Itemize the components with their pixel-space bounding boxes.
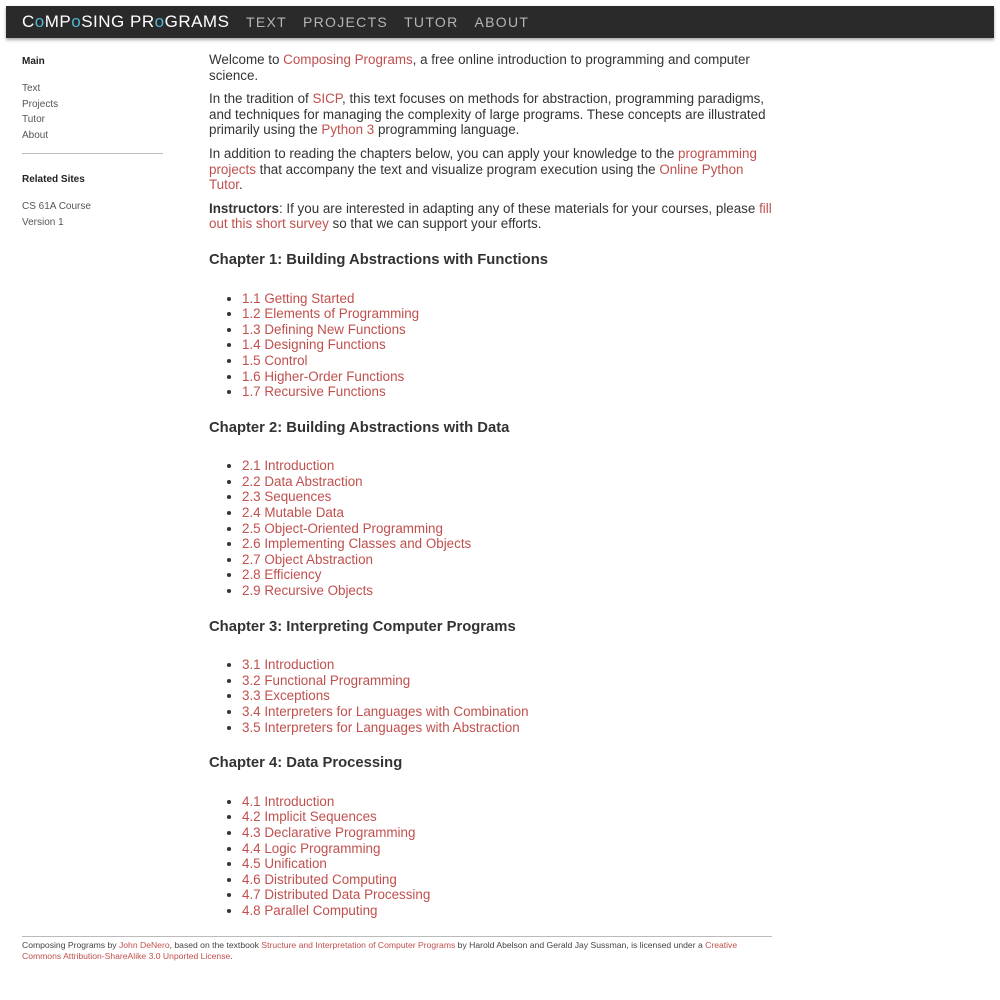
list-item: [242, 521, 779, 537]
license-link[interactable]: Creative Commons Attribution-ShareAlike 3.0 Unported License: [22, 940, 738, 962]
section-link[interactable]: 1.6 Higher-Order Functions: [242, 368, 405, 384]
section-link[interactable]: 2.4 Mutable Data: [242, 505, 344, 521]
john-denero-link[interactable]: John DeNero: [118, 940, 170, 950]
list-item: [242, 856, 779, 872]
python3-link[interactable]: Python 3: [321, 122, 375, 138]
section-link[interactable]: 1.7 Recursive Functions: [242, 384, 386, 400]
section-link[interactable]: 1.3 Defining New Functions: [242, 321, 406, 337]
list-item: [242, 720, 779, 736]
section-link[interactable]: 3.4 Interpreters for Languages with Combination: [242, 704, 529, 719]
text: .: [239, 177, 243, 193]
intro-paragraph-4: [209, 201, 779, 232]
list-item: [242, 536, 779, 552]
section-link[interactable]: 4.3 Declarative Programming: [242, 824, 416, 840]
list-item: [242, 657, 779, 673]
sidebar-divider: [22, 153, 163, 154]
section-link[interactable]: 2.9 Recursive Objects: [242, 583, 373, 599]
nav-text[interactable]: TEXT: [246, 14, 287, 30]
list-item: [242, 306, 779, 322]
footer: [22, 936, 772, 963]
list-item: [242, 353, 779, 369]
section-link[interactable]: 2.2 Data Abstraction: [242, 473, 363, 489]
list-item: [242, 291, 779, 307]
top-navbar: [6, 6, 994, 38]
list-item: [242, 552, 779, 568]
text: that accompany the text and visualize program execution using the: [255, 161, 660, 177]
sidebar-main-title: Main: [22, 56, 45, 67]
section-link[interactable]: 2.7 Object Abstraction: [242, 551, 374, 567]
section-link[interactable]: 4.7 Distributed Data Processing: [242, 887, 431, 903]
list-item: [242, 809, 779, 825]
list-item: [242, 688, 779, 704]
section-link[interactable]: 2.3 Sequences: [242, 489, 332, 505]
text: .: [230, 951, 233, 962]
survey-link[interactable]: fill out this short survey: [209, 200, 772, 232]
list-item: [242, 489, 779, 505]
section-link[interactable]: 3.3 Exceptions: [242, 688, 330, 704]
text: Welcome to: [209, 52, 284, 67]
sidebar-item-text[interactable]: Text: [22, 83, 41, 94]
sidebar-item-tutor[interactable]: Tutor: [22, 114, 45, 125]
brand-logo[interactable]: CoMPoSING PRoGRAMS: [22, 12, 230, 31]
chapter-1-title: Chapter 1: Building Abstractions with Functions: [209, 251, 548, 268]
text: , based on the textbook: [169, 940, 262, 950]
section-link[interactable]: 1.4 Designing Functions: [242, 337, 386, 353]
section-link[interactable]: 1.5 Control: [242, 352, 308, 368]
intro-paragraph-3: [209, 146, 779, 193]
sidebar-item-projects[interactable]: Projects: [22, 98, 59, 110]
section-link[interactable]: 4.4 Logic Programming: [242, 840, 381, 856]
list-item: [242, 794, 779, 810]
section-link[interactable]: 3.2 Functional Programming: [242, 672, 411, 688]
chapter-4-title: Chapter 4: Data Processing: [209, 755, 403, 772]
text: so that we can support your efforts.: [328, 216, 542, 232]
section-link[interactable]: 4.2 Implicit Sequences: [242, 809, 377, 825]
programming-projects-link[interactable]: programming projects: [209, 145, 757, 177]
sidebar-item-cs61a[interactable]: CS 61A Course: [22, 201, 91, 212]
list-item: [242, 369, 779, 385]
chapter-2-sections: [209, 458, 779, 598]
text: programming language.: [374, 122, 520, 138]
section-link[interactable]: 2.5 Object-Oriented Programming: [242, 520, 443, 536]
nav-links: [246, 14, 529, 30]
section-link[interactable]: 4.8 Parallel Computing: [242, 902, 378, 918]
section-link[interactable]: 3.1 Introduction: [242, 657, 335, 673]
composing-programs-link[interactable]: Composing Programs: [283, 52, 413, 67]
section-link[interactable]: 3.5 Interpreters for Languages with Abstraction: [242, 719, 520, 735]
section-link[interactable]: 1.2 Elements of Programming: [242, 306, 420, 322]
list-item: [242, 567, 779, 583]
chapter-1-sections: [209, 291, 779, 400]
instructors-label: Instructors: [209, 200, 279, 216]
list-item: [242, 872, 779, 888]
chapter-3-sections: [209, 657, 779, 735]
list-item: [242, 322, 779, 338]
online-python-tutor-link[interactable]: Online Python Tutor: [209, 161, 744, 193]
list-item: [242, 458, 779, 474]
text: : If you are interested in adapting any of these materials for your courses, please: [278, 200, 760, 216]
sicp-textbook-link[interactable]: Structure and Interpretation of Computer Programs: [261, 940, 456, 950]
section-link[interactable]: 4.6 Distributed Computing: [242, 871, 397, 887]
list-item: [242, 673, 779, 689]
list-item: [242, 505, 779, 521]
section-link[interactable]: 4.1 Introduction: [242, 793, 335, 809]
list-item: [242, 841, 779, 857]
sidebar-item-about[interactable]: About: [22, 129, 49, 141]
text: , a free online introduction to programming and computer science.: [209, 52, 750, 83]
section-link[interactable]: 4.5 Unification: [242, 856, 327, 872]
text: Composing Programs by: [22, 940, 119, 950]
list-item: [242, 337, 779, 353]
intro-paragraph-1: [209, 52, 779, 83]
sidebar: [22, 56, 163, 230]
list-item: [242, 704, 779, 720]
nav-projects[interactable]: PROJECTS: [302, 14, 389, 30]
text: , this text focuses on methods for abstraction, programming paradigms, and techniques for managing the complexity of large programs. These concepts are illustrated primarily using the: [209, 91, 766, 138]
text: In addition to reading the chapters below, you can apply your knowledge to the: [209, 145, 678, 161]
list-item: [242, 887, 779, 903]
chapter-3-title: Chapter 3: Interpreting Computer Programs: [209, 618, 516, 635]
sidebar-related-title: Related Sites: [22, 174, 85, 185]
chapter-4-sections: [209, 794, 779, 919]
section-link[interactable]: 2.8 Efficiency: [242, 567, 322, 583]
chapter-2-title: Chapter 2: Building Abstractions with Data: [209, 419, 510, 436]
main-content: [209, 52, 779, 919]
text: by Harold Abelson and Gerald Jay Sussman, is licensed under a: [455, 940, 706, 950]
nav-tutor[interactable]: TUTOR: [404, 14, 459, 30]
section-link[interactable]: 1.1 Getting Started: [242, 290, 355, 306]
nav-about[interactable]: ABOUT: [474, 14, 530, 30]
text: In the tradition of: [209, 91, 313, 107]
section-link[interactable]: 2.1 Introduction: [242, 458, 335, 474]
list-item: [242, 583, 779, 599]
list-item: [242, 825, 779, 841]
list-item: [242, 474, 779, 490]
intro-paragraph-2: [209, 91, 779, 138]
sidebar-item-version1[interactable]: Version 1: [22, 216, 64, 228]
list-item: [242, 384, 779, 400]
sicp-link[interactable]: SICP: [312, 91, 343, 107]
section-link[interactable]: 2.6 Implementing Classes and Objects: [242, 536, 472, 552]
list-item: [242, 903, 779, 919]
